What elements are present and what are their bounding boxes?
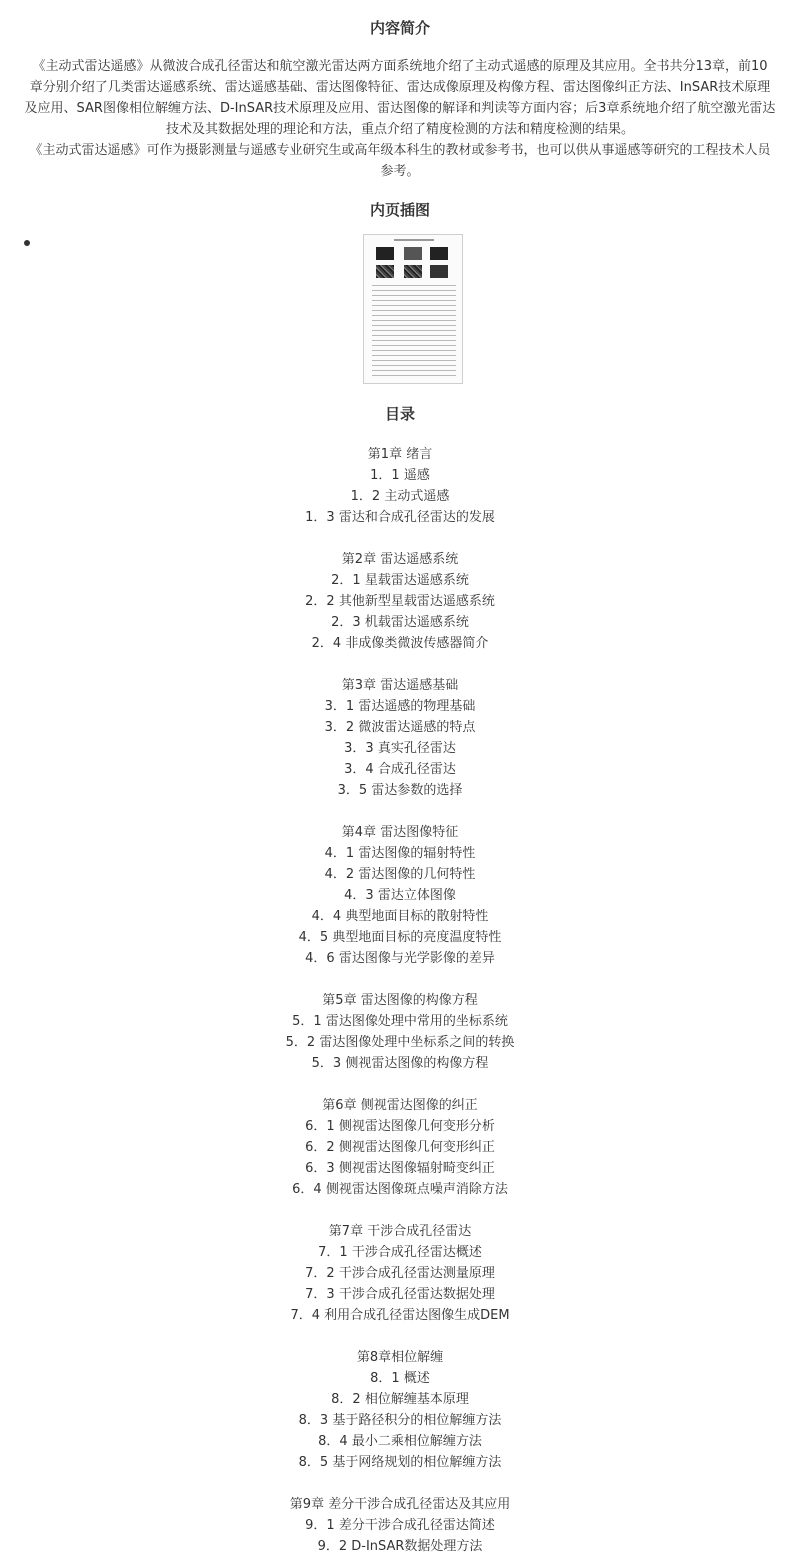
intro-text <box>0 56 800 182</box>
toc-item: 3．3 真实孔径雷达 <box>344 741 456 756</box>
thumbnail-figure <box>430 247 448 260</box>
thumbnail-figure <box>376 265 394 278</box>
toc-chapter <box>0 1494 800 1557</box>
intro-line: 技术及其数据处理的理论和方法，重点介绍了精度检测的方法和精度检测的结果。 <box>165 122 634 137</box>
thumbnail-text-line <box>372 320 456 321</box>
toc-item: 9．2 D-InSAR数据处理方法 <box>317 1539 483 1554</box>
toc-item: 6．2 侧视雷达图像几何变形纠正 <box>305 1140 495 1155</box>
toc-item: 1．3 雷达和合成孔径雷达的发展 <box>305 510 495 525</box>
toc-chapter <box>0 1095 800 1200</box>
thumbnail-text-line <box>372 315 456 316</box>
toc-item: 3．5 雷达参数的选择 <box>337 783 463 798</box>
thumbnail-text-line <box>372 285 456 286</box>
thumbnail-text-line <box>372 345 456 346</box>
toc-item: 8．5 基于网络规划的相位解缠方法 <box>298 1455 502 1470</box>
thumbnail-header-mark <box>394 239 434 241</box>
toc-heading: 目录 <box>384 405 415 423</box>
toc-item: 8．2 相位解缠基本原理 <box>331 1392 469 1407</box>
toc-item: 4．2 雷达图像的几何特性 <box>324 867 476 882</box>
toc-item: 4．6 雷达图像与光学影像的差异 <box>305 951 495 966</box>
toc-item: 7．4 利用合成孔径雷达图像生成DEM <box>290 1308 510 1323</box>
toc-item: 6．3 侧视雷达图像辐射畸变纠正 <box>305 1161 495 1176</box>
thumbnail-text-line <box>372 370 456 371</box>
intro-line: 《主动式雷达遥感》从微波合成孔径雷达和航空激光雷达两方面系统地介绍了主动式遥感的原理及其应用。全书共分13章，前10 <box>32 59 768 74</box>
toc-item: 6．4 侧视雷达图像斑点噪声消除方法 <box>292 1182 508 1197</box>
toc-item: 5．2 雷达图像处理中坐标系之间的转换 <box>285 1035 515 1050</box>
toc-chapter <box>0 822 800 969</box>
toc-item: 8．1 概述 <box>370 1371 430 1386</box>
illustrations-heading: 内页插图 <box>369 201 430 219</box>
thumbnail-figure <box>430 265 448 278</box>
toc-item: 2．2 其他新型星载雷达遥感系统 <box>305 594 495 609</box>
toc-item: 6．1 侧视雷达图像几何变形分析 <box>305 1119 495 1134</box>
thumbnail-text-line <box>372 310 456 311</box>
list-bullet <box>24 240 30 246</box>
toc-item: 5．3 侧视雷达图像的构像方程 <box>311 1056 489 1071</box>
toc-item: 7．3 干涉合成孔径雷达数据处理 <box>305 1287 495 1302</box>
chapter-title: 第4章 雷达图像特征 <box>341 825 459 840</box>
toc-chapter <box>0 444 800 528</box>
table-of-contents <box>0 444 800 1557</box>
toc-item: 4．5 典型地面目标的亮度温度特性 <box>298 930 502 945</box>
chapter-title: 第7章 干涉合成孔径雷达 <box>328 1224 472 1239</box>
thumbnail-text-line <box>372 335 456 336</box>
thumbnail-text-line <box>372 340 456 341</box>
thumbnail-text-line <box>372 360 456 361</box>
thumbnail-text-line <box>372 355 456 356</box>
toc-chapter <box>0 1221 800 1326</box>
toc-item: 2．3 机载雷达遥感系统 <box>331 615 469 630</box>
toc-chapter <box>0 1347 800 1473</box>
toc-chapter <box>0 675 800 801</box>
chapter-title: 第3章 雷达遥感基础 <box>341 678 459 693</box>
thumbnail-figure <box>404 265 422 278</box>
toc-item: 3．4 合成孔径雷达 <box>344 762 456 777</box>
thumbnail-text-line <box>372 295 456 296</box>
thumbnail-text-line <box>372 350 456 351</box>
thumbnail-text-line <box>372 300 456 301</box>
toc-item: 2．1 星载雷达遥感系统 <box>331 573 469 588</box>
thumbnail-text-line <box>372 365 456 366</box>
chapter-title: 第2章 雷达遥感系统 <box>341 552 459 567</box>
intro-line: 参考。 <box>380 164 420 179</box>
toc-item: 5．1 雷达图像处理中常用的坐标系统 <box>292 1014 508 1029</box>
toc-item: 4．3 雷达立体图像 <box>344 888 456 903</box>
toc-item: 8．4 最小二乘相位解缠方法 <box>318 1434 482 1449</box>
toc-item: 9．1 差分干涉合成孔径雷达简述 <box>305 1518 495 1533</box>
toc-chapter <box>0 549 800 654</box>
thumbnail-figure <box>376 247 394 260</box>
chapter-title: 第6章 侧视雷达图像的纠正 <box>322 1098 478 1113</box>
toc-item: 8．3 基于路径积分的相位解缠方法 <box>298 1413 502 1428</box>
toc-item: 4．1 雷达图像的辐射特性 <box>324 846 476 861</box>
toc-item: 4．4 典型地面目标的散射特性 <box>311 909 489 924</box>
thumbnail-text-line <box>372 325 456 326</box>
thumbnail-text-line <box>372 375 456 376</box>
thumbnail-text-line <box>372 290 456 291</box>
intro-line: 《主动式雷达遥感》可作为摄影测量与遥感专业研究生或高年级本科生的教材或参考书，也可以供从事遥感等研究的工程技术人员 <box>29 143 771 158</box>
chapter-title: 第5章 雷达图像的构像方程 <box>322 993 478 1008</box>
thumbnail-text-line <box>372 330 456 331</box>
intro-paragraph-1 <box>0 56 800 140</box>
toc-item: 3．1 雷达遥感的物理基础 <box>324 699 476 714</box>
chapter-title: 第1章 绪言 <box>367 447 433 462</box>
toc-item: 7．2 干涉合成孔径雷达测量原理 <box>305 1266 495 1281</box>
illustration-list <box>0 234 800 386</box>
toc-item: 2．4 非成像类微波传感器简介 <box>311 636 489 651</box>
intro-line: 章分别介绍了几类雷达遥感系统、雷达遥感基础、雷达图像特征、雷达成像原理及构像方程、雷达图像纠正方法、InSAR技术原理 <box>29 80 771 95</box>
toc-item: 3．2 微波雷达遥感的特点 <box>324 720 476 735</box>
intro-paragraph-2 <box>0 140 800 182</box>
page-illustration-thumbnail[interactable] <box>363 234 463 384</box>
toc-chapter <box>0 990 800 1074</box>
intro-line: 及应用、SAR图像相位解缠方法、D-InSAR技术原理及应用、雷达图像的解译和判读等方面内容；后3章系统地介绍了航空激光雷达 <box>24 101 776 116</box>
toc-item: 1．2 主动式遥感 <box>350 489 450 504</box>
thumbnail-text-line <box>372 305 456 306</box>
toc-item: 1．1 遥感 <box>370 468 430 483</box>
chapter-title: 第8章相位解缠 <box>356 1350 444 1365</box>
chapter-title: 第9章 差分干涉合成孔径雷达及其应用 <box>289 1497 511 1512</box>
thumbnail-figure <box>404 247 422 260</box>
intro-heading: 内容简介 <box>369 19 430 37</box>
toc-item: 7．1 干涉合成孔径雷达概述 <box>318 1245 482 1260</box>
